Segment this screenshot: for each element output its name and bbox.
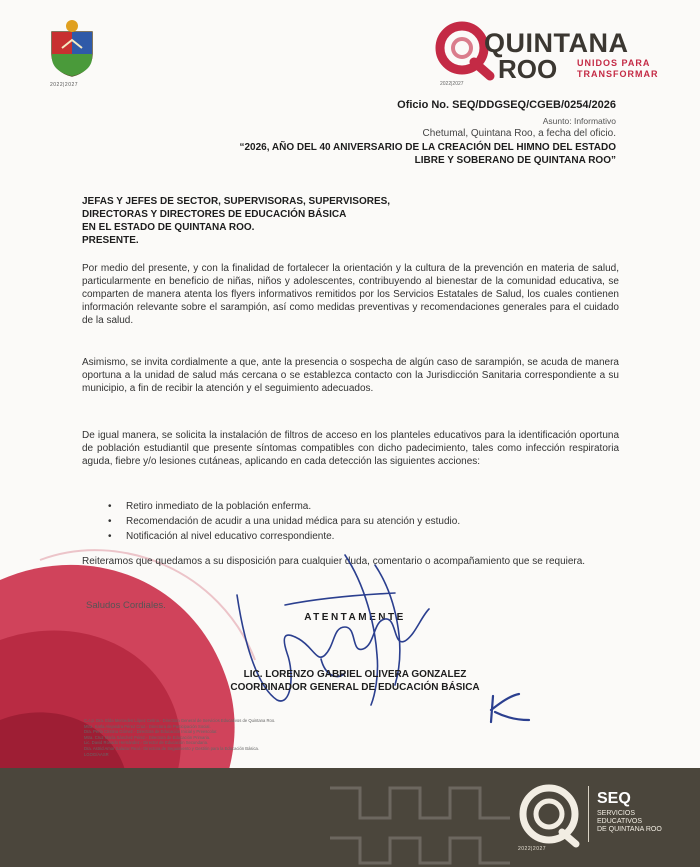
- ccp-line: LGOG/AASR: [84, 751, 109, 757]
- seq-year: 2022|2027: [518, 846, 547, 852]
- oficio-number: Oficio No. SEQ/DDGSEQ/CGEB/0254/2026: [397, 99, 616, 111]
- list-item: • Recomendación de acudir a una unidad médica para su atención y estudio.: [108, 514, 588, 529]
- footer-band: [0, 768, 700, 867]
- closing-greeting: Saludos Cordiales.: [86, 600, 166, 611]
- year-motto: “2026, AÑO DEL 40 ANIVERSARIO DE LA CREACIÓN DEL HIMNO DEL ESTADO LIBRE Y SOBERANO DE QUINTANA ROO”: [239, 142, 616, 166]
- ccp-line: Dra. Astrid Amor Salazar Real.- Directora de Seguimiento y Gestión para la Educación Básica.: [84, 745, 260, 751]
- seq-title: SEQ: [597, 790, 631, 807]
- atentamente: ATENTAMENTE: [304, 612, 406, 623]
- body-paragraph: Por medio del presente, y con la finalidad de fortalecer la orientación y la cultura de la prevención en materia de salud, particularmente en beneficio de niñas, niños y adolescentes, contribuyendo al bienestar de la comunidad educativa, se comparten de manera atenta los flyers informativos remitidos por los Servicios Estatales de Salud, los cuales contienen información relevante sobre el sarampión, así como medidas preventivas y recomendaciones generales para el cuidado de la salud.: [82, 263, 619, 326]
- addressee-line: DIRECTORAS Y DIRECTORES DE EDUCACIÓN BÁSICA: [82, 209, 347, 220]
- brand-name-roo: ROO: [498, 54, 558, 84]
- signer-block: [200, 668, 510, 694]
- brand-tagline: UNIDOS PARA: [577, 58, 651, 68]
- footer-pattern: [330, 768, 510, 867]
- ccp-line: Dra. Perla Cristina Gómez.- Directora de Educación Inicial y Preescolar.: [84, 729, 218, 735]
- ccp-line: Mtra. Karla Alejandra Pérez Cruz.- Directora de Participación Social.: [84, 723, 211, 729]
- ccp-line: Mtra. Cruz María Sánchez Pérez.- Directora de Educación Primaria.: [84, 734, 211, 740]
- addressee-line: EN EL ESTADO DE QUINTANA ROO.: [82, 222, 255, 233]
- body-paragraph: De igual manera, se solicita la instalación de filtros de acceso en los planteles educativos para la identificación oportuna de población estudiantil que presente síntomas compatibles con dicho padecimiento, tales como infección respiratoria aguda, fiebre y/o lesiones cutáneas, aplicando en cada detección las siguientes acciones:: [82, 430, 619, 467]
- brand-name-quintana: QUINTANA: [484, 28, 629, 58]
- list-item: • Retiro inmediato de la población enferma.: [108, 499, 588, 514]
- brand-year: 2022|2027: [440, 81, 464, 87]
- asunto: Asunto: Informativo: [542, 116, 616, 126]
- place-date: Chetumal, Quintana Roo, a fecha del oficio.: [422, 128, 616, 139]
- list-item: • Notificación al nivel educativo correspondiente.: [108, 529, 588, 544]
- seq-subtitle-line: SERVICIOS: [597, 810, 635, 817]
- seq-subtitle: [597, 810, 692, 834]
- ccp-line: Lic. David Rosado Hernández.- Director de Educación Secundaria.: [84, 740, 209, 746]
- addressee-block: [82, 195, 502, 247]
- body-paragraph: Reiteramos que quedamos a su disposición para cualquier duda, comentario o acompañamiento que se requiera.: [82, 556, 586, 567]
- brand-tagline: TRANSFORMAR: [577, 69, 659, 79]
- body-paragraph: Asimismo, se invita cordialmente a que, ante la presencia o sospecha de algún caso de sarampión, se acuda de manera oportuna a la unidad de salud más cercana o se establezca contacto con la Jurisdicción Sanitaria correspondiente a su municipio, a fin de recibir la atención y el seguimiento adecuados.: [82, 357, 619, 394]
- signer-name: LIC. LORENZO GABRIEL OLIVERA GONZALEZ: [243, 669, 467, 680]
- initials-mark: [485, 690, 533, 726]
- addressee-line: PRESENTE.: [82, 235, 139, 246]
- state-crest-icon: [48, 18, 96, 78]
- signer-title: COORDINADOR GENERAL DE EDUCACIÓN BÁSICA: [230, 682, 480, 693]
- ccp-block: [84, 718, 384, 757]
- crest-year: 2022|2027: [50, 82, 79, 88]
- addressee-line: JEFAS Y JEFES DE SECTOR, SUPERVISORAS, SUPERVISORES,: [82, 196, 391, 207]
- seq-logo-icon: [514, 780, 584, 850]
- seq-subtitle-line: DE QUINTANA ROO: [597, 826, 662, 833]
- seq-subtitle-line: EDUCATIVOS: [597, 818, 642, 825]
- ccp-line: C.c.p. Dra. Elda Mercedes López Cetina.- Directora General de Servicios Educativos de Quintana Roo.: [84, 718, 276, 723]
- footer-divider: [588, 786, 589, 842]
